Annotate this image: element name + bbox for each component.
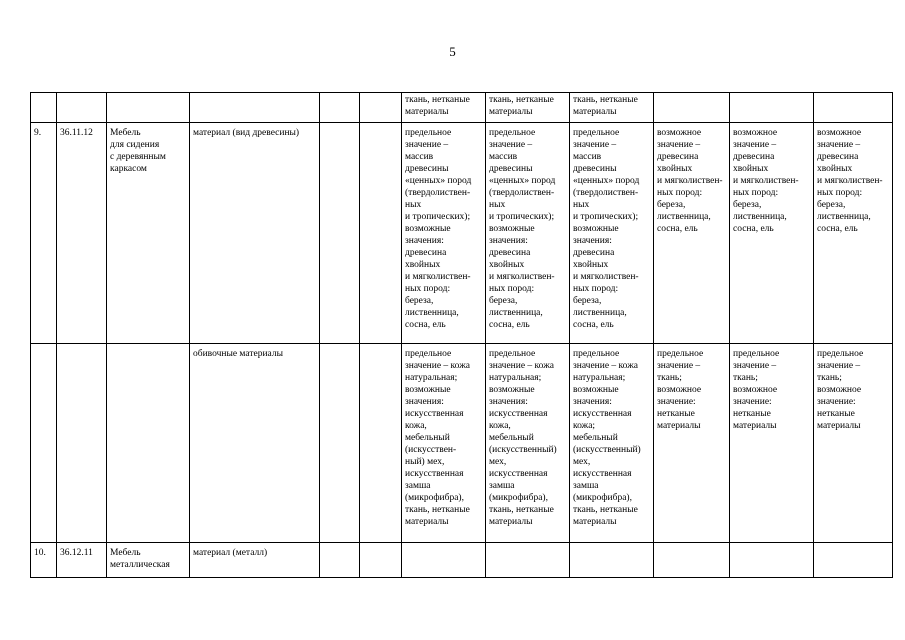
table-cell [320, 344, 360, 543]
okpd-code-cell [57, 344, 107, 543]
value-cell: ткань, нетканые материалы [486, 93, 570, 123]
characteristic-cell: обивочные материалы [190, 344, 320, 543]
value-cell: предельное значение – массив древесины «ценных» пород (твердолиствен- ных и тропических); возможные значения: древесина хвойных и мягколиствен- ных пород: береза, лиственница, сосна, ель [486, 123, 570, 344]
table-row [31, 93, 893, 123]
value-cell: предельное значение – массив древесины «ценных» пород (твердолиствен- ных и тропических); возможные значения: древесина хвойных и мягколиствен- ных пород: береза, лиственница, сосна, ель [402, 123, 486, 344]
value-cell: возможное значение – древесина хвойных и мягколиствен- ных пород: береза, лиственница, сосна, ель [814, 123, 893, 344]
product-name-cell: Мебель для сидения с деревянным каркасом [107, 123, 190, 344]
row-number-cell: 9. [31, 123, 57, 344]
value-cell: предельное значение – ткань; возможное значение: нетканые материалы [654, 344, 730, 543]
value-cell [486, 543, 570, 578]
row-number-cell [31, 344, 57, 543]
table-row [31, 123, 893, 344]
table-cell [360, 344, 402, 543]
value-cell: предельное значение – ткань; возможное значение: нетканые материалы [814, 344, 893, 543]
characteristic-cell [190, 93, 320, 123]
value-cell: предельное значение – ткань; возможное значение: нетканые материалы [730, 344, 814, 543]
value-cell [654, 543, 730, 578]
table-cell [360, 123, 402, 344]
value-cell: ткань, нетканые материалы [570, 93, 654, 123]
table-cell [360, 543, 402, 578]
table-cell [320, 543, 360, 578]
product-name-cell [107, 93, 190, 123]
value-cell [730, 543, 814, 578]
value-cell: предельное значение – кожа натуральная; возможные значения: искусственная кожа; мебельный (искусственный) мех, искусственная замша (микрофибра), ткань, нетканые материалы [570, 344, 654, 543]
value-cell: предельное значение – массив древесины «ценных» пород (твердолиствен- ных и тропических); возможные значения: древесина хвойных и мягколиствен- ных пород: береза, лиственница, сосна, ель [570, 123, 654, 344]
row-number-cell [31, 93, 57, 123]
value-cell: предельное значение – кожа натуральная; возможные значения: искусственная кожа, мебельный (искусственный) мех, искусственная замша (микрофибра), ткань, нетканые материалы [486, 344, 570, 543]
table-row [31, 344, 893, 543]
product-name-cell [107, 344, 190, 543]
page-number: 5 [449, 44, 456, 59]
characteristic-cell: материал (вид древесины) [190, 123, 320, 344]
value-cell [654, 93, 730, 123]
characteristic-cell: материал (металл) [190, 543, 320, 578]
table-cell [360, 93, 402, 123]
value-cell [814, 543, 893, 578]
value-cell [570, 543, 654, 578]
row-number-cell: 10. [31, 543, 57, 578]
table-row [31, 543, 893, 578]
value-cell: возможное значение – древесина хвойных и мягколиствен- ных пород: береза, лиственница, сосна, ель [654, 123, 730, 344]
value-cell [814, 93, 893, 123]
okpd-code-cell [57, 93, 107, 123]
value-cell [730, 93, 814, 123]
table-cell [320, 123, 360, 344]
specification-table [30, 92, 893, 578]
table-cell [320, 93, 360, 123]
okpd-code-cell: 36.11.12 [57, 123, 107, 344]
okpd-code-cell: 36.12.11 [57, 543, 107, 578]
value-cell: ткань, нетканые материалы [402, 93, 486, 123]
value-cell [402, 543, 486, 578]
product-name-cell: Мебель металлическая [107, 543, 190, 578]
value-cell: возможное значение – древесина хвойных и мягколиствен- ных пород: береза, лиственница, сосна, ель [730, 123, 814, 344]
value-cell: предельное значение – кожа натуральная; возможные значения: искусственная кожа, мебельный (искусствен- ный) мех, искусственная замша (микрофибра), ткань, нетканые материалы [402, 344, 486, 543]
